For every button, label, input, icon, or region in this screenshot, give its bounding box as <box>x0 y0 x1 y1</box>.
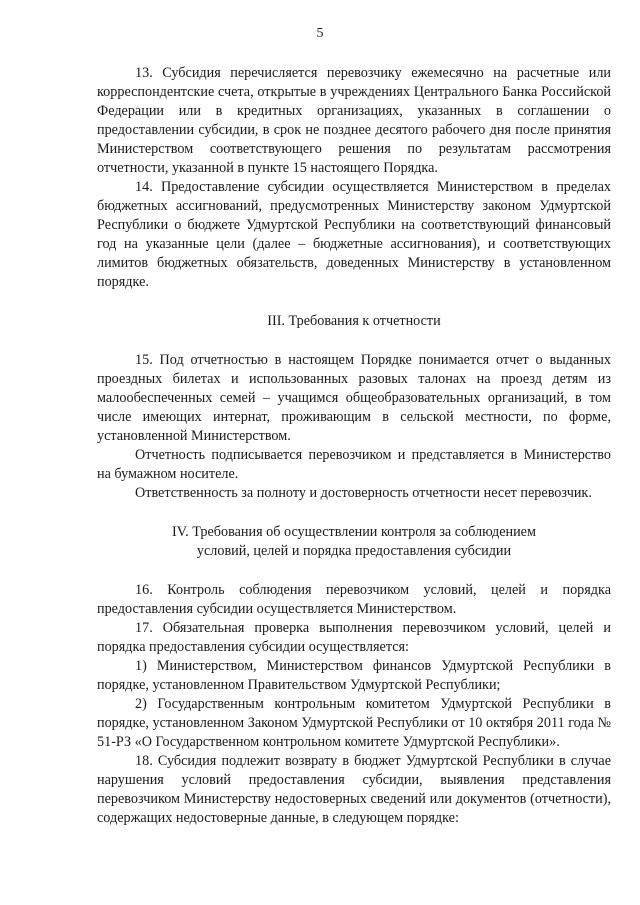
paragraph-17-item-1: 1) Министерством, Министерством финансов Удмуртской Республики в порядке, установленном Правительством Удмуртской Республики; <box>97 658 611 693</box>
paragraph-17: 17. Обязательная проверка выполнения перевозчиком условий, целей и порядка предоставления субсидии осуществляется: <box>97 620 611 655</box>
paragraph-14: 14. Предоставление субсидии осуществляется Министерством в пределах бюджетных ассигнований, предусмотренных Министерству законом Удмуртской Республики о бюджете Удмуртской Республики на соответствующий финансовый год на указанные цели (далее – бюджетные ассигнования), и соответствующих лимитов бюджетных обязательств, доведенных Министерству в установленном порядке. <box>97 179 611 290</box>
section-3-title: III. Требования к отчетности <box>267 313 441 329</box>
paragraph-reporting-responsibility: Ответственность за полноту и достоверность отчетности несет перевозчик. <box>135 485 592 501</box>
paragraph-18: 18. Субсидия подлежит возврату в бюджет Удмуртской Республики в случае нарушения условий предоставления субсидии, выявления представления перевозчиком Министерству недостоверных сведений или документов (отчетности), содержащих недостоверные данные, в следующем порядке: <box>97 753 611 826</box>
paragraph-13: 13. Субсидия перечисляется перевозчику ежемесячно на расчетные или корреспондентские счета, открытые в учреждениях Центрального Банка Российской Федерации или в кредитных организациях, указанных в соглашении о предоставлении субсидии, в срок не позднее десятого рабочего дня после принятия Министерством соответствующего решения по результатам рассмотрения отчетности, указанной в пункте 15 настоящего Порядка. <box>97 65 611 176</box>
page-number: 5 <box>316 26 324 41</box>
paragraph-17-item-2: 2) Государственным контрольным комитетом Удмуртской Республики в порядке, установленном Законом Удмуртской Республики от 10 октября 2011 года № 51-РЗ «О Государственном контрольном комитете Удмуртской Республики». <box>97 696 611 750</box>
section-4-title-line-1: IV. Требования об осуществлении контроля за соблюдением <box>172 524 536 540</box>
document-body <box>97 64 611 828</box>
section-4-title-line-2: условий, целей и порядка предоставления субсидии <box>196 543 512 559</box>
paragraph-16: 16. Контроль соблюдения перевозчиком условий, целей и порядка предоставления субсидии осуществляется Министерством. <box>97 582 611 617</box>
paragraph-15: 15. Под отчетностью в настоящем Порядке понимается отчет о выданных проездных билетах и использованных разовых талонах на проезд детям из малообеспеченных семей – учащимся общеобразовательных организаций, в том числе имеющих интернат, проживающим в сельской местности, по форме, установленной Министерством. <box>97 352 611 444</box>
paragraph-reporting-signature: Отчетность подписывается перевозчиком и представляется в Министерство на бумажном носителе. <box>97 447 611 482</box>
